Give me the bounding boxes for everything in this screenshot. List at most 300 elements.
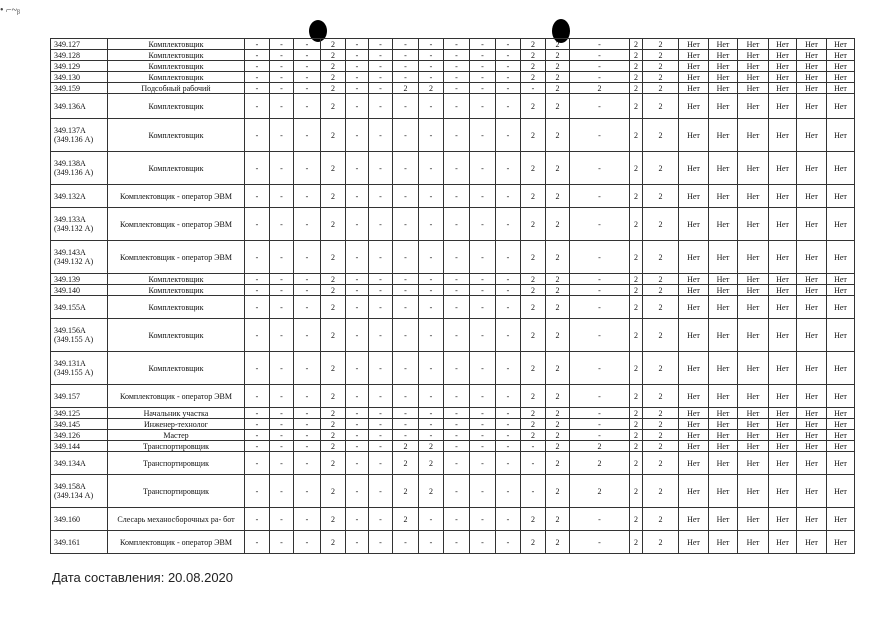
value-cell: Нет <box>738 319 769 352</box>
value-cell: 2 <box>546 274 570 285</box>
value-cell: - <box>393 61 419 72</box>
value-cell: 2 <box>321 241 346 274</box>
value-cell: 2 <box>643 285 679 296</box>
value-cell: Нет <box>827 508 855 531</box>
value-cell: 2 <box>321 296 346 319</box>
value-cell: 2 <box>643 531 679 554</box>
value-cell: - <box>470 475 496 508</box>
value-cell: Нет <box>679 72 709 83</box>
value-cell: 2 <box>521 119 546 152</box>
value-cell: - <box>470 385 496 408</box>
value-cell: 2 <box>546 61 570 72</box>
value-cell: Нет <box>679 419 709 430</box>
value-cell: - <box>496 319 521 352</box>
position-name-cell: Комплектовщик - оператор ЭВМ <box>108 385 245 408</box>
value-cell: Нет <box>827 419 855 430</box>
value-cell: Нет <box>797 430 827 441</box>
value-cell: - <box>245 475 270 508</box>
value-cell: Нет <box>769 39 797 50</box>
value-cell: - <box>444 452 470 475</box>
value-cell: - <box>294 452 321 475</box>
position-name-cell: Транспортировщик <box>108 475 245 508</box>
value-cell: - <box>270 475 294 508</box>
value-cell: 2 <box>630 274 643 285</box>
value-cell: - <box>496 208 521 241</box>
value-cell: - <box>245 430 270 441</box>
value-cell: - <box>369 531 393 554</box>
value-cell: Нет <box>769 419 797 430</box>
value-cell: - <box>393 50 419 61</box>
value-cell: - <box>270 408 294 419</box>
value-cell: - <box>294 419 321 430</box>
value-cell: Нет <box>769 61 797 72</box>
value-cell: - <box>570 274 630 285</box>
workplace-code-cell: 349.140 <box>51 285 108 296</box>
value-cell: 2 <box>630 241 643 274</box>
position-name-cell: Комплектовщик <box>108 352 245 385</box>
value-cell: - <box>346 430 369 441</box>
value-cell: Нет <box>797 208 827 241</box>
position-name-cell: Комплектовщик <box>108 72 245 83</box>
value-cell: Нет <box>679 430 709 441</box>
value-cell: Нет <box>769 452 797 475</box>
value-cell: 2 <box>546 296 570 319</box>
value-cell: 2 <box>546 241 570 274</box>
position-name-cell: Инженер-технолог <box>108 419 245 430</box>
value-cell: Нет <box>738 50 769 61</box>
value-cell: Нет <box>709 419 738 430</box>
value-cell: Нет <box>709 50 738 61</box>
table-row <box>51 508 855 531</box>
value-cell: - <box>570 430 630 441</box>
value-cell: Нет <box>679 408 709 419</box>
value-cell: Нет <box>827 119 855 152</box>
value-cell: 2 <box>643 430 679 441</box>
value-cell: - <box>294 72 321 83</box>
value-cell: - <box>419 274 444 285</box>
value-cell: - <box>570 241 630 274</box>
value-cell: - <box>444 531 470 554</box>
value-cell: 2 <box>321 430 346 441</box>
value-cell: Нет <box>679 274 709 285</box>
value-cell: - <box>470 39 496 50</box>
value-cell: - <box>470 72 496 83</box>
value-cell: 2 <box>546 152 570 185</box>
value-cell: - <box>393 208 419 241</box>
value-cell: - <box>245 72 270 83</box>
value-cell: - <box>369 430 393 441</box>
value-cell: Нет <box>797 274 827 285</box>
value-cell: - <box>245 185 270 208</box>
position-name-cell: Транспортировщик <box>108 452 245 475</box>
workplace-code-cell: 349.133А (349.132 А) <box>51 208 108 241</box>
value-cell: 2 <box>630 208 643 241</box>
value-cell: Нет <box>679 50 709 61</box>
value-cell: - <box>393 385 419 408</box>
value-cell: - <box>496 94 521 119</box>
value-cell: 2 <box>321 274 346 285</box>
value-cell: Нет <box>738 441 769 452</box>
value-cell: Нет <box>797 61 827 72</box>
value-cell: - <box>444 61 470 72</box>
value-cell: - <box>270 39 294 50</box>
value-cell: - <box>521 83 546 94</box>
value-cell: - <box>346 531 369 554</box>
value-cell: Нет <box>709 452 738 475</box>
value-cell: 2 <box>321 119 346 152</box>
value-cell: - <box>521 452 546 475</box>
value-cell: - <box>245 119 270 152</box>
value-cell: 2 <box>630 319 643 352</box>
value-cell: Нет <box>769 50 797 61</box>
value-cell: 2 <box>321 285 346 296</box>
value-cell: - <box>369 475 393 508</box>
value-cell: - <box>346 408 369 419</box>
value-cell: 2 <box>630 72 643 83</box>
value-cell: - <box>270 50 294 61</box>
value-cell: 2 <box>630 285 643 296</box>
value-cell: - <box>419 531 444 554</box>
value-cell: Нет <box>738 94 769 119</box>
value-cell: 2 <box>643 72 679 83</box>
table-row <box>51 152 855 185</box>
value-cell: Нет <box>738 352 769 385</box>
value-cell: - <box>369 274 393 285</box>
value-cell: 2 <box>521 241 546 274</box>
value-cell: - <box>393 319 419 352</box>
value-cell: - <box>369 508 393 531</box>
value-cell: Нет <box>679 441 709 452</box>
value-cell: - <box>270 94 294 119</box>
value-cell: Нет <box>797 94 827 119</box>
position-name-cell: Комплектовщик <box>108 94 245 119</box>
value-cell: - <box>419 319 444 352</box>
value-cell: 2 <box>643 408 679 419</box>
value-cell: - <box>270 441 294 452</box>
value-cell: 2 <box>546 419 570 430</box>
value-cell: 2 <box>643 152 679 185</box>
value-cell: 2 <box>521 430 546 441</box>
value-cell: 2 <box>521 385 546 408</box>
value-cell: - <box>419 296 444 319</box>
table-row <box>51 419 855 430</box>
value-cell: - <box>245 419 270 430</box>
value-cell: 2 <box>393 475 419 508</box>
value-cell: - <box>496 119 521 152</box>
value-cell: - <box>419 72 444 83</box>
workplace-code-cell: 349.129 <box>51 61 108 72</box>
value-cell: - <box>393 408 419 419</box>
value-cell: - <box>444 296 470 319</box>
value-cell: - <box>444 441 470 452</box>
value-cell: - <box>245 296 270 319</box>
value-cell: - <box>346 152 369 185</box>
value-cell: 2 <box>546 94 570 119</box>
value-cell: Нет <box>827 430 855 441</box>
value-cell: Нет <box>679 452 709 475</box>
value-cell: - <box>245 50 270 61</box>
value-cell: - <box>346 83 369 94</box>
value-cell: 2 <box>321 441 346 452</box>
value-cell: - <box>393 72 419 83</box>
value-cell: Нет <box>827 61 855 72</box>
value-cell: - <box>294 408 321 419</box>
value-cell: 2 <box>630 185 643 208</box>
value-cell: 2 <box>643 241 679 274</box>
value-cell: 2 <box>630 508 643 531</box>
value-cell: - <box>570 531 630 554</box>
value-cell: - <box>570 152 630 185</box>
value-cell: 2 <box>630 352 643 385</box>
position-name-cell: Слесарь механосборочных ра- бот <box>108 508 245 531</box>
value-cell: 2 <box>630 50 643 61</box>
value-cell: - <box>393 285 419 296</box>
value-cell: - <box>245 452 270 475</box>
value-cell: 2 <box>546 508 570 531</box>
value-cell: - <box>444 419 470 430</box>
value-cell: 2 <box>643 119 679 152</box>
value-cell: - <box>444 208 470 241</box>
value-cell: Нет <box>797 452 827 475</box>
value-cell: 2 <box>546 119 570 152</box>
value-cell: - <box>369 319 393 352</box>
value-cell: - <box>444 50 470 61</box>
value-cell: 2 <box>321 319 346 352</box>
value-cell: 2 <box>546 208 570 241</box>
position-name-cell: Комплектовщик <box>108 274 245 285</box>
value-cell: - <box>270 241 294 274</box>
value-cell: Нет <box>709 274 738 285</box>
value-cell: Нет <box>679 119 709 152</box>
value-cell: 2 <box>630 61 643 72</box>
value-cell: - <box>294 185 321 208</box>
value-cell: 2 <box>321 508 346 531</box>
value-cell: - <box>346 319 369 352</box>
value-cell: - <box>294 285 321 296</box>
value-cell: - <box>245 241 270 274</box>
value-cell: Нет <box>797 531 827 554</box>
value-cell: - <box>470 83 496 94</box>
value-cell: - <box>419 94 444 119</box>
table-row <box>51 430 855 441</box>
value-cell: - <box>444 508 470 531</box>
value-cell: - <box>570 319 630 352</box>
value-cell: Нет <box>827 531 855 554</box>
value-cell: - <box>270 285 294 296</box>
value-cell: - <box>294 508 321 531</box>
value-cell: - <box>245 408 270 419</box>
value-cell: 2 <box>546 475 570 508</box>
value-cell: Нет <box>679 319 709 352</box>
value-cell: - <box>470 508 496 531</box>
value-cell: 2 <box>570 441 630 452</box>
value-cell: 2 <box>630 452 643 475</box>
workplace-code-cell: 349.126 <box>51 430 108 441</box>
value-cell: Нет <box>709 531 738 554</box>
value-cell: 2 <box>546 531 570 554</box>
value-cell: 2 <box>546 185 570 208</box>
value-cell: 2 <box>321 61 346 72</box>
position-name-cell: Комплектовщик - оператор ЭВМ <box>108 531 245 554</box>
value-cell: Нет <box>827 94 855 119</box>
value-cell: Нет <box>738 508 769 531</box>
value-cell: - <box>570 61 630 72</box>
workplace-code-cell: 349.157 <box>51 385 108 408</box>
value-cell: Нет <box>738 452 769 475</box>
value-cell: - <box>369 119 393 152</box>
value-cell: 2 <box>546 39 570 50</box>
value-cell: Нет <box>827 39 855 50</box>
value-cell: - <box>496 452 521 475</box>
value-cell: - <box>496 441 521 452</box>
value-cell: 2 <box>321 419 346 430</box>
value-cell: Нет <box>827 352 855 385</box>
position-name-cell: Комплектовщик <box>108 296 245 319</box>
value-cell: 2 <box>321 531 346 554</box>
value-cell: Нет <box>709 39 738 50</box>
value-cell: - <box>346 185 369 208</box>
value-cell: - <box>444 475 470 508</box>
value-cell: Нет <box>797 352 827 385</box>
value-cell: - <box>346 208 369 241</box>
value-cell: Нет <box>679 296 709 319</box>
value-cell: 2 <box>570 475 630 508</box>
value-cell: Нет <box>827 441 855 452</box>
value-cell: 2 <box>546 452 570 475</box>
value-cell: - <box>570 94 630 119</box>
value-cell: Нет <box>769 208 797 241</box>
value-cell: Нет <box>769 94 797 119</box>
value-cell: - <box>444 285 470 296</box>
value-cell: 2 <box>321 39 346 50</box>
table-row <box>51 119 855 152</box>
value-cell: Нет <box>679 185 709 208</box>
value-cell: Нет <box>679 475 709 508</box>
value-cell: Нет <box>769 119 797 152</box>
value-cell: - <box>570 119 630 152</box>
value-cell: - <box>470 119 496 152</box>
value-cell: - <box>570 208 630 241</box>
value-cell: - <box>270 352 294 385</box>
value-cell: 2 <box>570 452 630 475</box>
value-cell: Нет <box>797 152 827 185</box>
value-cell: Нет <box>738 296 769 319</box>
value-cell: 2 <box>521 39 546 50</box>
compilation-date: Дата составления: 20.08.2020 <box>52 570 234 585</box>
value-cell: Нет <box>709 152 738 185</box>
value-cell: - <box>294 296 321 319</box>
value-cell: - <box>470 50 496 61</box>
value-cell: - <box>496 61 521 72</box>
value-cell: - <box>270 319 294 352</box>
value-cell: Нет <box>797 419 827 430</box>
position-name-cell: Транспортировщик <box>108 441 245 452</box>
value-cell: Нет <box>769 285 797 296</box>
value-cell: 2 <box>321 94 346 119</box>
value-cell: - <box>294 94 321 119</box>
value-cell: 2 <box>321 83 346 94</box>
value-cell: Нет <box>738 208 769 241</box>
value-cell: 2 <box>393 83 419 94</box>
position-name-cell: Комплектовщик <box>108 319 245 352</box>
value-cell: 2 <box>419 475 444 508</box>
value-cell: - <box>570 419 630 430</box>
value-cell: Нет <box>827 475 855 508</box>
value-cell: - <box>369 385 393 408</box>
value-cell: - <box>346 39 369 50</box>
value-cell: 2 <box>643 94 679 119</box>
value-cell: - <box>346 385 369 408</box>
value-cell: 2 <box>630 152 643 185</box>
value-cell: - <box>270 419 294 430</box>
value-cell: - <box>369 296 393 319</box>
value-cell: - <box>393 119 419 152</box>
value-cell: Нет <box>679 61 709 72</box>
value-cell: - <box>294 531 321 554</box>
value-cell: Нет <box>709 319 738 352</box>
value-cell: 2 <box>643 61 679 72</box>
workplace-code-cell: 349.136А <box>51 94 108 119</box>
value-cell: - <box>444 72 470 83</box>
workplace-code-cell: 349.128 <box>51 50 108 61</box>
value-cell: - <box>369 208 393 241</box>
workplace-code-cell: 349.161 <box>51 531 108 554</box>
value-cell: 2 <box>419 452 444 475</box>
value-cell: - <box>470 94 496 119</box>
value-cell: - <box>270 531 294 554</box>
value-cell: 2 <box>643 319 679 352</box>
value-cell: 2 <box>546 352 570 385</box>
value-cell: - <box>444 408 470 419</box>
value-cell: - <box>245 531 270 554</box>
table-row <box>51 208 855 241</box>
value-cell: Нет <box>738 152 769 185</box>
table-row <box>51 39 855 50</box>
workplace-code-cell: 349.132А <box>51 185 108 208</box>
value-cell: - <box>346 296 369 319</box>
value-cell: Нет <box>827 152 855 185</box>
value-cell: - <box>444 94 470 119</box>
value-cell: - <box>369 408 393 419</box>
position-name-cell: Комплектовщик - оператор ЭВМ <box>108 208 245 241</box>
value-cell: Нет <box>769 531 797 554</box>
value-cell: - <box>245 208 270 241</box>
value-cell: 2 <box>643 208 679 241</box>
value-cell: - <box>419 185 444 208</box>
value-cell: - <box>270 152 294 185</box>
position-name-cell: Комплектовщик <box>108 61 245 72</box>
table-row <box>51 274 855 285</box>
value-cell: Нет <box>769 152 797 185</box>
value-cell: - <box>419 152 444 185</box>
value-cell: - <box>496 475 521 508</box>
value-cell: - <box>245 385 270 408</box>
value-cell: - <box>419 208 444 241</box>
value-cell: - <box>570 408 630 419</box>
value-cell: Нет <box>797 475 827 508</box>
value-cell: - <box>294 352 321 385</box>
value-cell: 2 <box>643 83 679 94</box>
value-cell: Нет <box>769 241 797 274</box>
value-cell: - <box>419 50 444 61</box>
value-cell: - <box>346 72 369 83</box>
value-cell: - <box>470 296 496 319</box>
value-cell: - <box>245 319 270 352</box>
value-cell: - <box>521 475 546 508</box>
value-cell: - <box>496 83 521 94</box>
table-row <box>51 94 855 119</box>
value-cell: 2 <box>630 441 643 452</box>
